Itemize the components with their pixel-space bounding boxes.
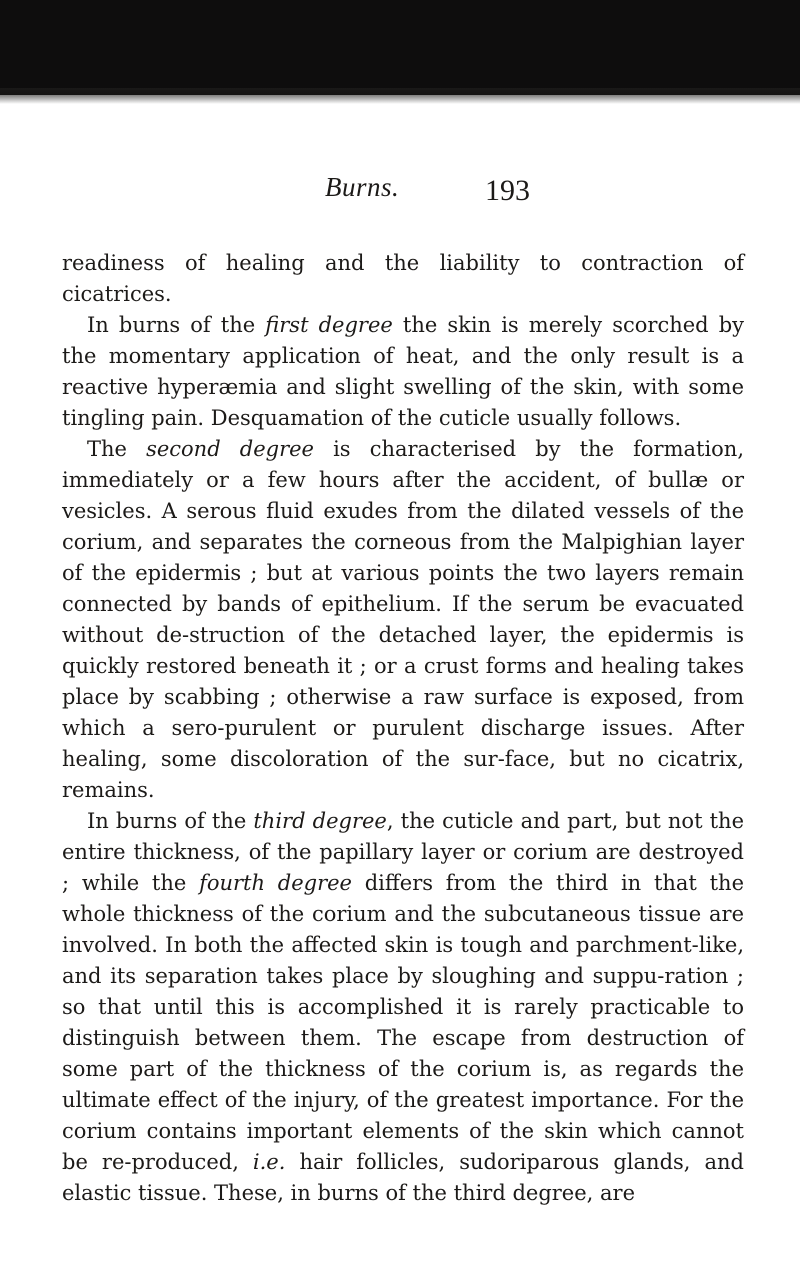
paragraph bbox=[62, 310, 744, 434]
italic-term: i.e. bbox=[252, 1150, 286, 1174]
italic-term: third degree bbox=[253, 809, 387, 833]
text-run: In burns of the bbox=[87, 313, 266, 337]
text-run: the skin is merely scorched by the momentary application of heat, and the only result is a reactive hyperæmia and slight swelling of the skin, with some tingling pain. Desquamation of the cuticle usually follows. bbox=[62, 313, 745, 430]
body-text bbox=[62, 248, 744, 1209]
scan-edge-shadow bbox=[0, 88, 800, 104]
paragraph bbox=[62, 248, 744, 310]
paragraph bbox=[62, 434, 744, 806]
text-run: differs from the third in that the whole thickness of the corium and the subcutaneous tissue are involved. In both the affected skin is tough and parchment-like, and its separation takes place by sloughing and suppu-ration ; so that until this is accomplished it is rarely practicable to distinguish between them. The escape from destruction of some part of the thickness of the corium is, as regards the ultimate effect of the injury, of the greatest importance. For the corium contains important elements of the skin which cannot be re-produced, bbox=[62, 871, 745, 1174]
italic-term: fourth degree bbox=[199, 871, 352, 895]
page-number: 193 bbox=[485, 174, 530, 207]
dark-scan-edge bbox=[0, 0, 800, 95]
running-head bbox=[0, 172, 800, 212]
paragraph bbox=[62, 806, 744, 1209]
text-run: hair follicles, sudoriparous glands, and elastic tissue. These, in burns of the third degree, are bbox=[62, 1150, 744, 1205]
text-run: In burns of the bbox=[87, 809, 254, 833]
text-run: is characterised by the formation, immediately or a few hours after the accident, of bullæ or vesicles. A serous fluid exudes from the dilated vessels of the corium, and separates the corneous from the Malpighian layer of the epidermis ; but at various points the two layers remain connected by bands of epithelium. If the serum be evacuated without de-struction of the detached layer, the epidermis is quickly restored beneath it ; or a crust forms and healing takes place by scabbing ; otherwise a raw surface is exposed, from which a sero-purulent or purulent discharge issues. After healing, some discoloration of the sur-face, but no cicatrix, remains. bbox=[62, 437, 744, 802]
text-run: The bbox=[87, 437, 147, 461]
italic-term: first degree bbox=[265, 313, 393, 337]
running-title: Burns. bbox=[325, 172, 400, 202]
italic-term: second degree bbox=[146, 437, 314, 461]
text-run: readiness of healing and the liability to contraction of cicatrices. bbox=[62, 251, 744, 306]
text-run: , the cuticle and part, but not the entire thickness, of the papillary layer or corium are destroyed ; while the bbox=[62, 809, 745, 895]
